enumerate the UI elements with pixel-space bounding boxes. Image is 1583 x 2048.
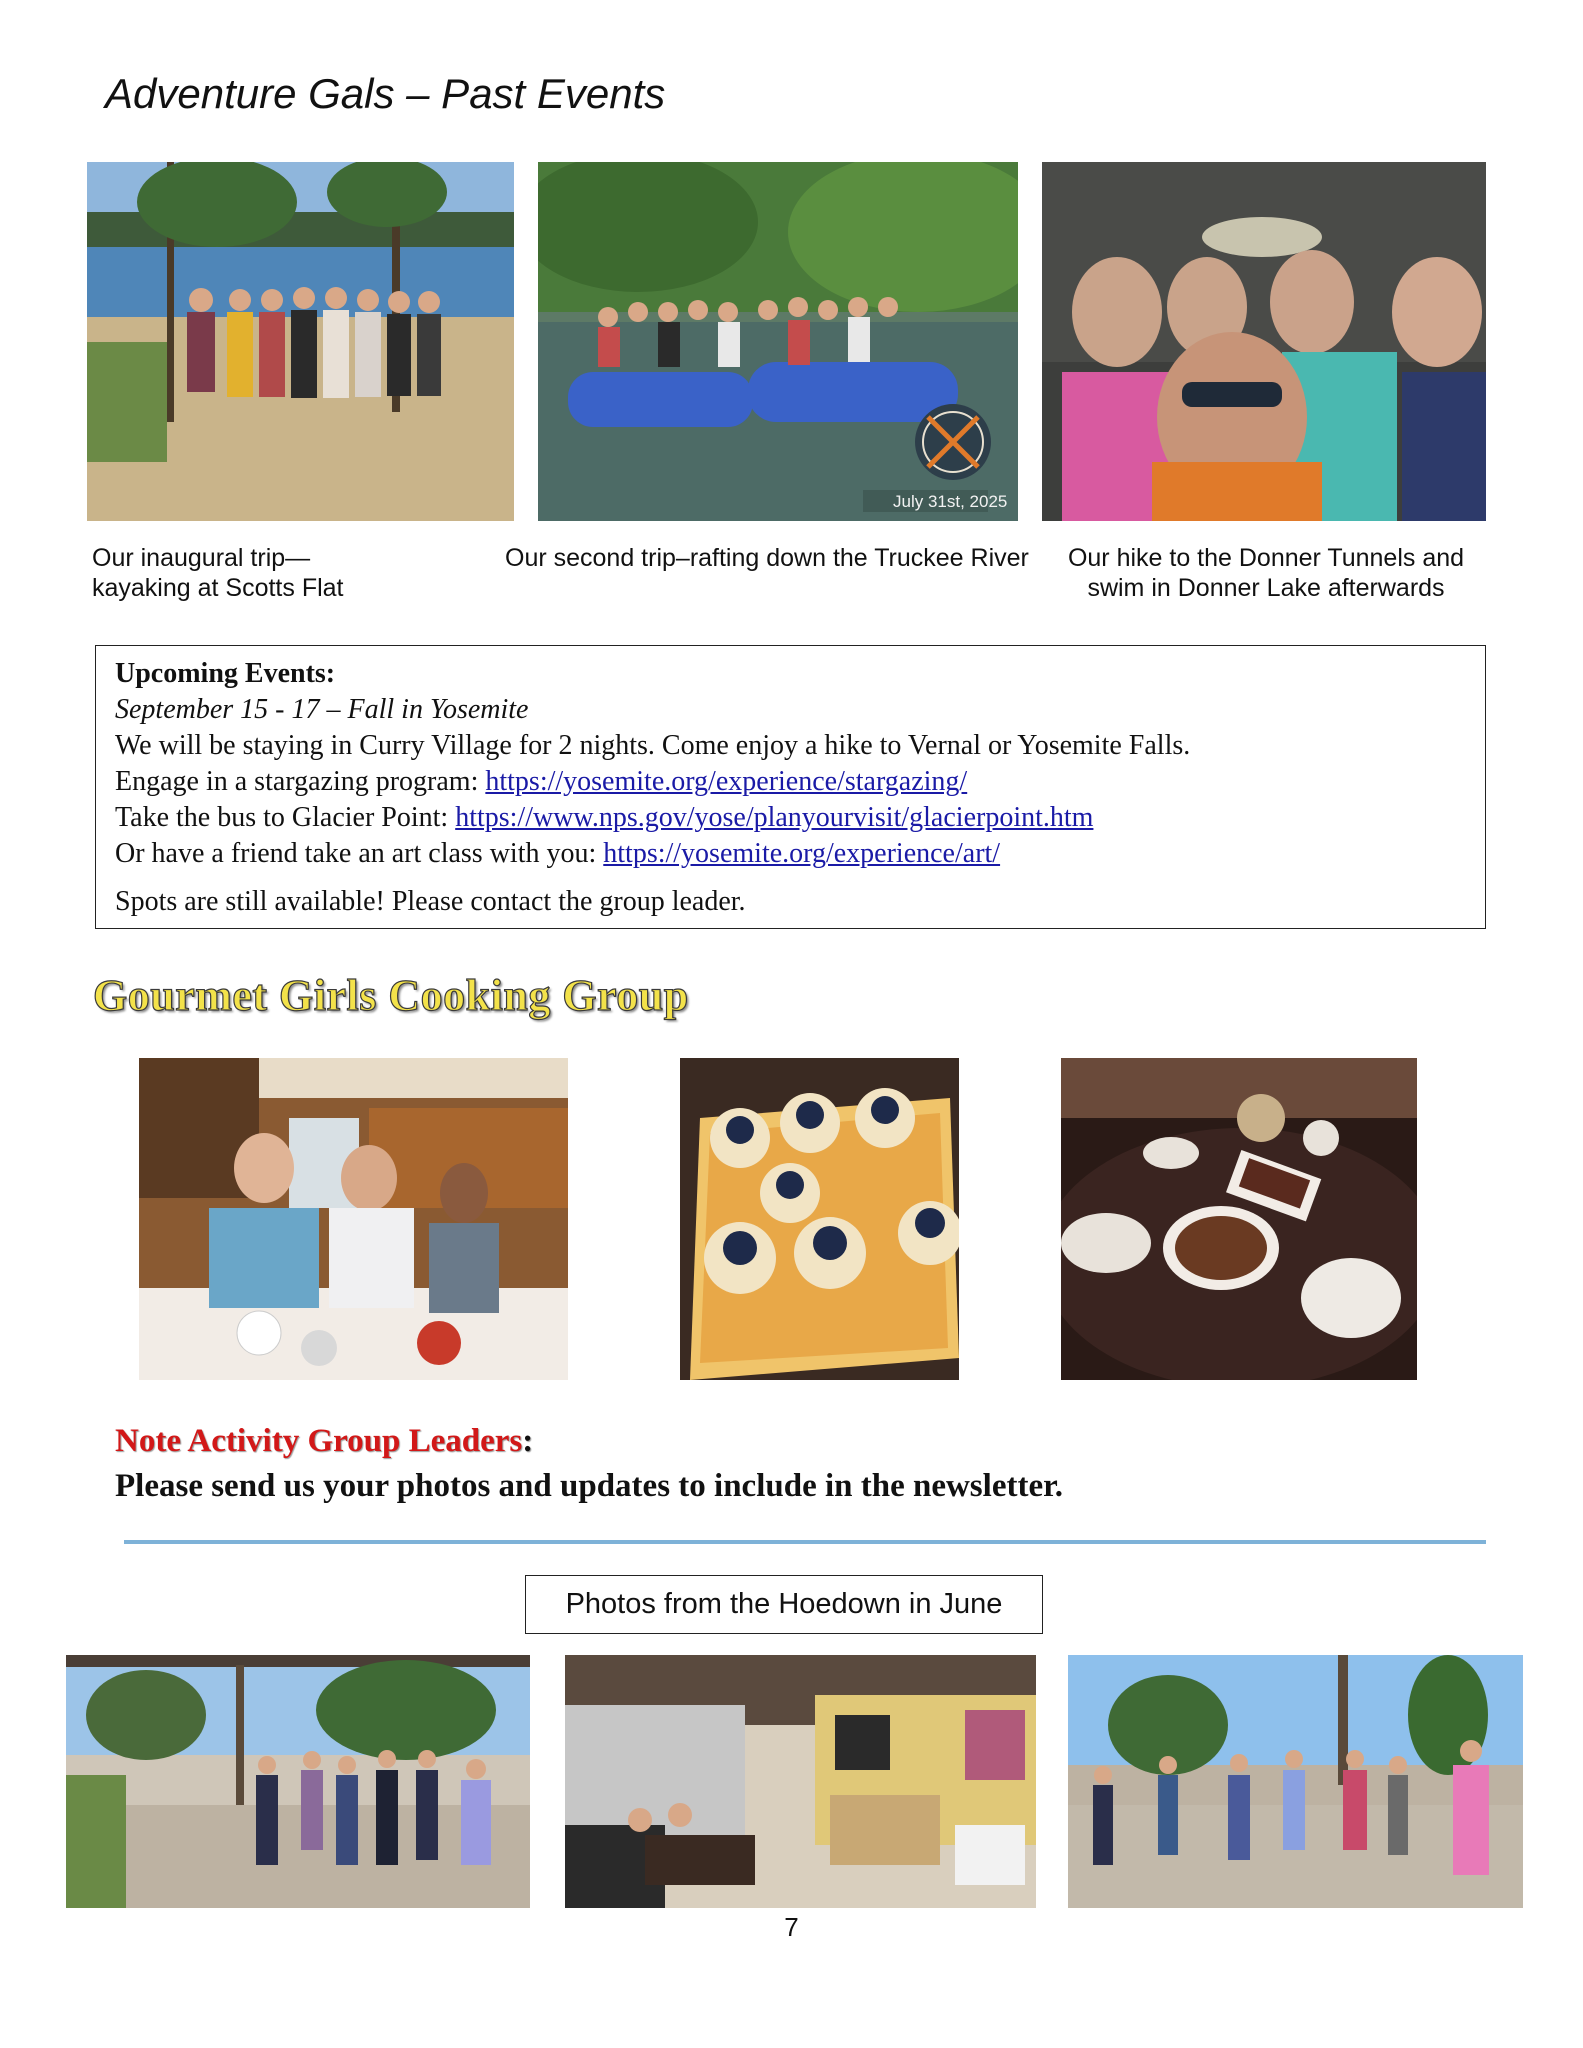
hoedown-patio-photo: [66, 1655, 530, 1908]
dessert-platter-photo: [680, 1058, 959, 1380]
note-title-colon: :: [522, 1423, 534, 1459]
page-number: 7: [784, 1912, 799, 1942]
stargazing-label: Engage in a stargazing program:: [115, 766, 486, 797]
kayaking-photo: [87, 162, 514, 521]
upcoming-line-4: [115, 836, 1485, 872]
hoedown-label-box: [525, 1575, 1043, 1634]
page-title: Adventure Gals – Past Events: [105, 70, 666, 117]
art-class-label: Or have a friend take an art class with you:: [115, 838, 604, 869]
kayaking-caption: Our inaugural trip— kayaking at Scotts Flat: [92, 544, 344, 602]
glacier-point-link[interactable]: https://www.nps.gov/yose/planyourvisit/glacierpoint.htm: [455, 802, 1094, 833]
upcoming-line-3: [115, 800, 1485, 836]
hoedown-dancing-photo: [1068, 1655, 1523, 1908]
hiking-selfie-photo: [1042, 162, 1486, 521]
upcoming-events-box: [95, 645, 1486, 929]
gourmet-section-title: Gourmet Girls Cooking Group: [93, 971, 689, 1020]
note-body: Please send us your photos and updates to include in the newsletter.: [115, 1468, 1063, 1504]
rafting-date-overlay: July 31st, 2025: [893, 492, 1008, 511]
art-class-link[interactable]: https://yosemite.org/experience/art/: [603, 838, 1001, 869]
glacier-point-label: Take the bus to Glacier Point:: [115, 802, 456, 833]
kitchen-cooking-photo: [139, 1058, 568, 1380]
upcoming-line-2: [115, 764, 1485, 800]
rafting-caption: Our second trip–rafting down the Truckee River: [505, 544, 1029, 572]
upcoming-event-title: September 15 - 17 – Fall in Yosemite: [115, 694, 529, 725]
rafting-photo: [538, 162, 1018, 521]
upcoming-line-1: We will be staying in Curry Village for 2 nights. Come enjoy a hike to Vernal or Yosemite Falls.: [115, 730, 1191, 761]
dinner-table-photo: [1061, 1058, 1417, 1380]
section-divider: [124, 1540, 1486, 1544]
note-title-text: Note Activity Group Leaders: [115, 1423, 523, 1459]
hiking-caption: Our hike to the Donner Tunnels and swim in Donner Lake afterwards: [1067, 544, 1465, 602]
hoedown-tasting-room-photo: [565, 1655, 1036, 1908]
upcoming-heading: Upcoming Events:: [115, 658, 336, 689]
hoedown-label: Photos from the Hoedown in June: [565, 1588, 1003, 1620]
stargazing-link[interactable]: https://yosemite.org/experience/stargazing/: [485, 766, 968, 797]
spots-available-text: Spots are still available! Please contact the group leader.: [115, 886, 746, 917]
note-title: [115, 1423, 533, 1460]
